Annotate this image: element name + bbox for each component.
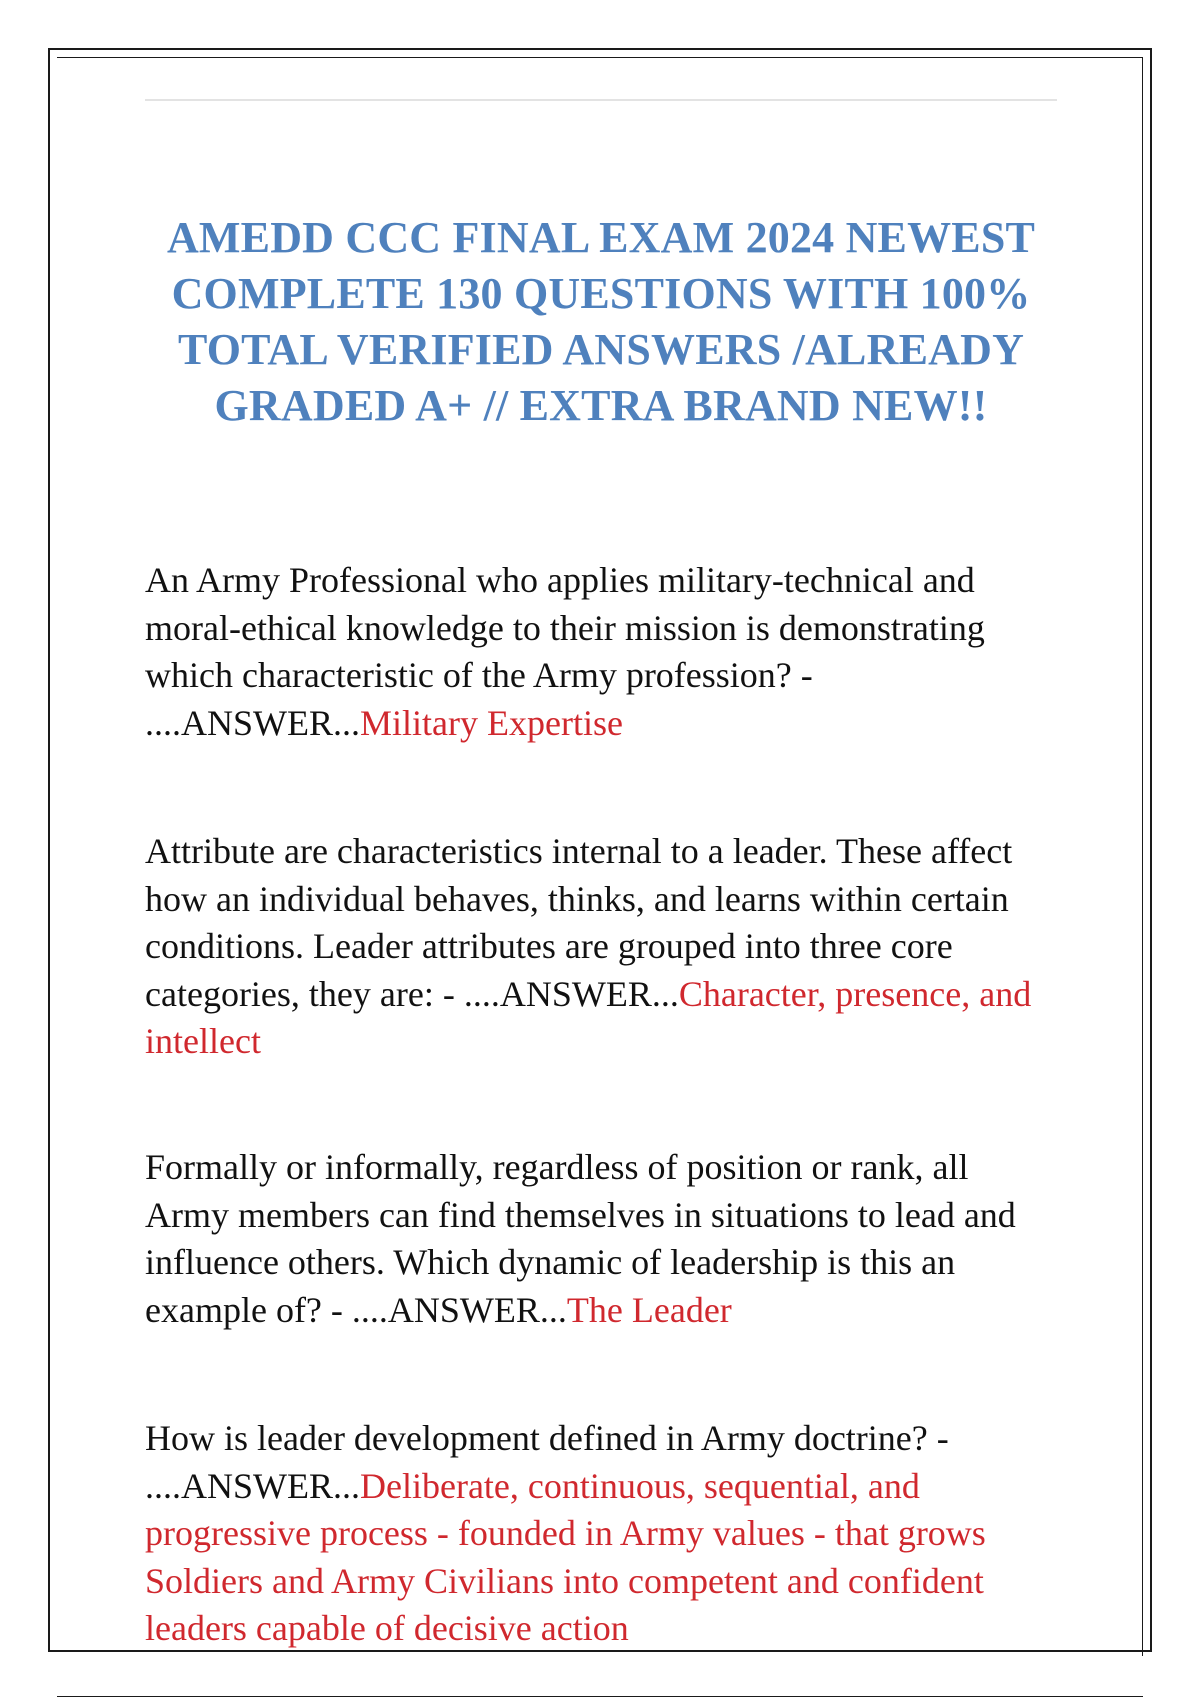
- answer-text: Character, presence, and intellect: [145, 973, 1032, 1061]
- qa-item: [145, 828, 1057, 1066]
- qa-item: [145, 1144, 1057, 1334]
- header-divider: [145, 99, 1057, 101]
- question-text: Formally or informally, regardless of position or rank, all Army members can find themselves in situations to lead and influence others. Which dynamic of leadership is this an example of? - ....ANSWER...: [145, 1147, 1016, 1330]
- question-text: An Army Professional who applies military-technical and moral-ethical knowledge to their mission is demonstrating which characteristic of the Army profession? - ....ANSWER...: [145, 560, 985, 743]
- document-title: AMEDD CCC FINAL EXAM 2024 NEWEST COMPLETE 130 QUESTIONS WITH 100% TOTAL VERIFIED ANSWERS /ALREADY GRADED A+ // EXTRA BRAND NEW!!: [166, 213, 1036, 430]
- qa-item: [145, 557, 1057, 747]
- answer-text: Military Expertise: [360, 702, 623, 743]
- answer-text: The Leader: [566, 1289, 732, 1330]
- answer-text: Deliberate, continuous, sequential, and progressive process - founded in Army values - that grows Soldiers and Army Civilians into competent and confident leaders capable of decisive action: [145, 1465, 986, 1648]
- page-bottom-rule: [57, 1696, 1143, 1697]
- question-text: Attribute are characteristics internal to a leader. These affect how an individual behaves, thinks, and learns within certain conditions. Leader attributes are grouped into three core categories, they are: - ....ANSWER...: [145, 831, 1013, 1014]
- qa-item: [145, 1415, 1057, 1653]
- question-text: How is leader development defined in Army doctrine? - ....ANSWER...: [145, 1418, 949, 1506]
